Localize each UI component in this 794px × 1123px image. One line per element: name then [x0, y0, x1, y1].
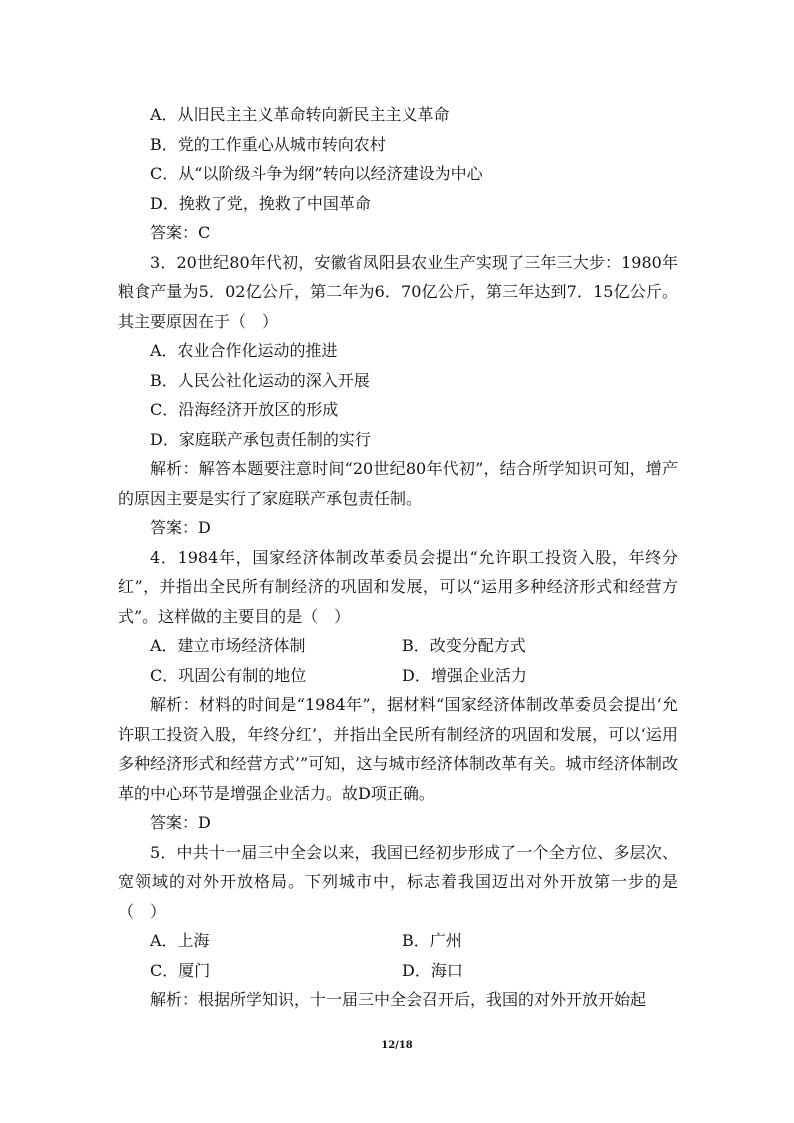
document-body [118, 100, 678, 1015]
q2-option-a: A．从旧民主主义革命转向新民主主义革命 [150, 105, 450, 124]
q5-option-c: C．厦门 [150, 960, 211, 980]
q5-options-row-1 [118, 926, 678, 956]
q5-stem: 5．中共十一届三中全会以来，我国已经初步形成了一个全方位、多层次、宽领域的对外开放格局。下列城市中，标志着我国迈出对外开放第一步的是（ ） [118, 842, 678, 921]
q5-option-d: D．海口 [402, 960, 463, 980]
q4-option-c: C．巩固公有制的地位 [150, 665, 307, 685]
q3-answer: 答案：D [150, 518, 211, 537]
q5-analysis: 解析：根据所学知识，十一届三中全会召开后，我国的对外开放开始起 [150, 990, 647, 1009]
q4-options-row-2 [118, 661, 678, 691]
q5-options-row-2 [118, 956, 678, 986]
q2-option-b: B．党的工作重心从城市转向农村 [150, 134, 386, 154]
q4-option-d: D．增强企业活力 [402, 665, 527, 685]
q2-option-c: C．从“以阶级斗争为纲”转向以经济建设为中心 [150, 164, 483, 183]
q3-option-b: B．人民公社化运动的深入开展 [150, 370, 370, 390]
q3-analysis: 解析：解答本题要注意时间“20世纪80年代初”，结合所学知识可知，增产的原因主要是实行了家庭联产承包责任制。 [118, 459, 678, 508]
q4-options-row-1 [118, 631, 678, 661]
q5-option-b: B．广州 [402, 931, 462, 950]
page-number: 12/18 [381, 1040, 413, 1051]
q3-option-a: A．农业合作化运动的推进 [150, 341, 338, 360]
q4-option-a: A．建立市场经济体制 [150, 636, 306, 655]
q2-answer: 答案：C [150, 223, 211, 242]
q4-answer: 答案：D [150, 813, 211, 832]
q4-analysis: 解析：材料的时间是“1984年”，据材料“国家经济体制改革委员会提出‘允许职工投资入股，年终分红’，并指出全民所有制经济的巩固和发展，可以‘运用多种经济形式和经营方式’”可知，这与城市经济体制改革有关。城市经济体制改革的中心环节是增强企业活力。故D项正确。 [118, 695, 678, 803]
q2-option-d: D．挽救了党，挽救了中国革命 [150, 193, 371, 213]
q4-stem: 4．1984年，国家经济体制改革委员会提出“允许职工投资入股，年终分红”，并指出全民所有制经济的巩固和发展，可以“运用多种经济形式和经营方式”。这样做的主要目的是（ ） [118, 547, 678, 626]
q3-option-d: D．家庭联产承包责任制的实行 [150, 429, 371, 449]
q3-stem: 3．20世纪80年代初，安徽省凤阳县农业生产实现了三年三大步：1980年粮食产量为5．02亿公斤，第二年为6．70亿公斤，第三年达到7．15亿公斤。其主要原因在于（ ） [118, 252, 678, 331]
q5-option-a: A．上海 [150, 931, 210, 950]
q3-option-c: C．沿海经济开放区的形成 [150, 400, 339, 419]
q4-option-b: B．改变分配方式 [402, 636, 526, 655]
